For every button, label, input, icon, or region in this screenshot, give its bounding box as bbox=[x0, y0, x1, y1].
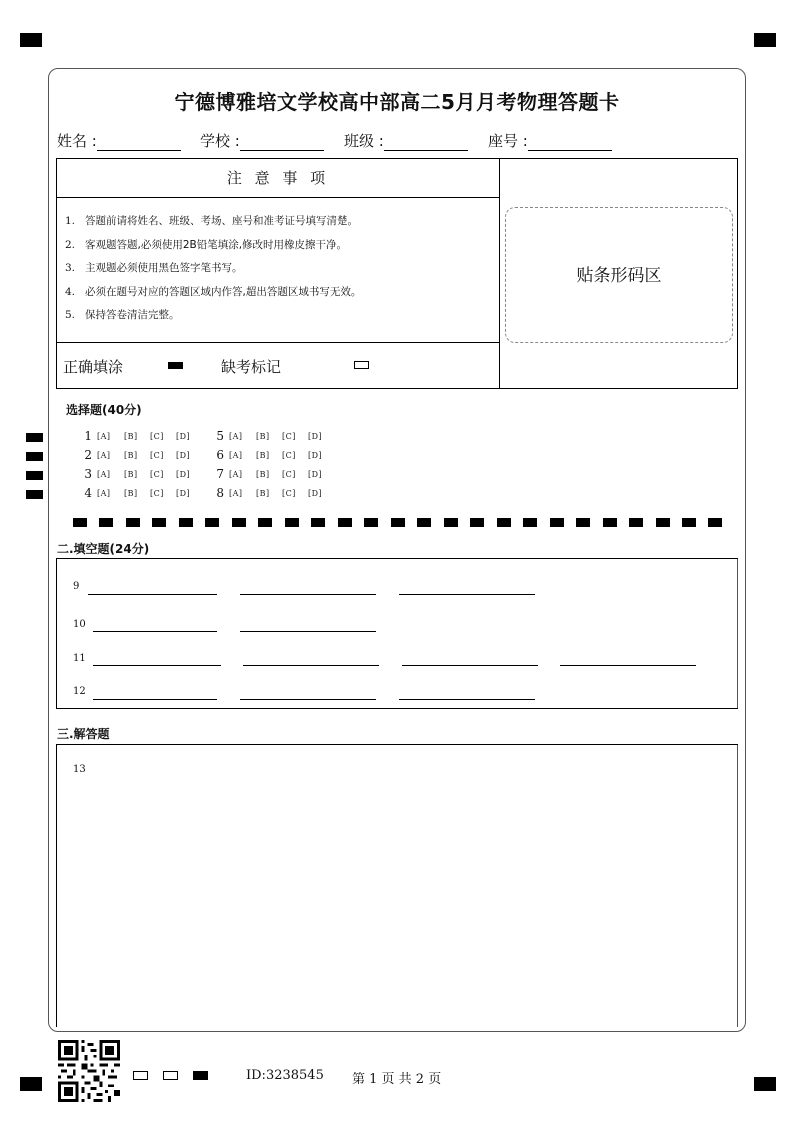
option-a[interactable]: [A] bbox=[229, 489, 243, 498]
question-number: 1 bbox=[84, 429, 92, 443]
option-d[interactable]: [D] bbox=[176, 451, 191, 460]
option-a[interactable]: [A] bbox=[97, 451, 111, 460]
timing-bar bbox=[417, 518, 431, 527]
answer-section-title: 三.解答题 bbox=[57, 727, 110, 741]
option-d[interactable]: [D] bbox=[176, 432, 191, 441]
class-label: 班级 : bbox=[344, 132, 384, 150]
timing-bar bbox=[550, 518, 564, 527]
answer-blank[interactable] bbox=[399, 594, 535, 595]
option-c[interactable]: [C] bbox=[150, 470, 164, 479]
notice-item: 1. 答题前请将姓名、班级、考场、座号和准考证号填写清楚。 bbox=[65, 215, 358, 227]
notice-heading: 注 意 事 项 bbox=[57, 159, 499, 198]
option-c[interactable]: [C] bbox=[150, 489, 164, 498]
corner-mark-top-right bbox=[754, 33, 776, 47]
question-number: 6 bbox=[216, 448, 224, 462]
timing-mark bbox=[26, 452, 43, 461]
page-marker-filled bbox=[193, 1071, 208, 1080]
option-a[interactable]: [A] bbox=[229, 470, 243, 479]
timing-bar bbox=[179, 518, 193, 527]
timing-bar bbox=[258, 518, 272, 527]
timing-bar bbox=[99, 518, 113, 527]
option-a[interactable]: [A] bbox=[229, 451, 243, 460]
answer-blank[interactable] bbox=[240, 594, 376, 595]
notice-item: 5. 保持答卷清洁完整。 bbox=[65, 309, 180, 321]
timing-bar bbox=[285, 518, 299, 527]
correct-fill-label: 正确填涂 bbox=[63, 358, 124, 376]
timing-bar bbox=[523, 518, 537, 527]
option-b[interactable]: [B] bbox=[256, 489, 270, 498]
question-number: 8 bbox=[216, 486, 224, 500]
option-c[interactable]: [C] bbox=[282, 432, 296, 441]
option-c[interactable]: [C] bbox=[282, 451, 296, 460]
option-d[interactable]: [D] bbox=[176, 470, 191, 479]
timing-bar bbox=[152, 518, 166, 527]
page-marker-empty bbox=[163, 1071, 178, 1080]
corner-mark-bottom-left bbox=[20, 1077, 42, 1091]
answer-blank[interactable] bbox=[560, 665, 696, 666]
answer-blank[interactable] bbox=[243, 665, 379, 666]
timing-bar bbox=[311, 518, 325, 527]
answer-blank[interactable] bbox=[240, 699, 376, 700]
notice-item: 3. 主观题必须使用黑色签字笔书写。 bbox=[65, 262, 243, 274]
page-marker-empty bbox=[133, 1071, 148, 1080]
free-response-box[interactable] bbox=[56, 744, 738, 1027]
timing-bar bbox=[497, 518, 511, 527]
question-number: 7 bbox=[216, 467, 224, 481]
timing-bar bbox=[205, 518, 219, 527]
answer-blank[interactable] bbox=[93, 699, 217, 700]
fill-example-row bbox=[57, 342, 499, 389]
option-d[interactable]: [D] bbox=[308, 451, 323, 460]
option-a[interactable]: [A] bbox=[97, 489, 111, 498]
option-d[interactable]: [D] bbox=[308, 470, 323, 479]
option-c[interactable]: [C] bbox=[282, 470, 296, 479]
option-c[interactable]: [C] bbox=[150, 432, 164, 441]
seat-label: 座号 : bbox=[488, 132, 528, 150]
option-c[interactable]: [C] bbox=[150, 451, 164, 460]
page-indicator: 第 1 页 共 2 页 bbox=[352, 1072, 442, 1087]
option-d[interactable]: [D] bbox=[308, 489, 323, 498]
question-number: 12 bbox=[73, 686, 86, 697]
option-a[interactable]: [A] bbox=[97, 432, 111, 441]
timing-bar bbox=[232, 518, 246, 527]
timing-bar bbox=[470, 518, 484, 527]
option-a[interactable]: [A] bbox=[229, 432, 243, 441]
answer-blank[interactable] bbox=[88, 594, 217, 595]
option-d[interactable]: [D] bbox=[176, 489, 191, 498]
timing-bar bbox=[338, 518, 352, 527]
question-number: 3 bbox=[84, 467, 92, 481]
answer-blank[interactable] bbox=[399, 699, 535, 700]
school-label: 学校 : bbox=[200, 132, 240, 150]
option-a[interactable]: [A] bbox=[97, 470, 111, 479]
barcode-area: 贴条形码区 bbox=[505, 207, 733, 343]
seat-field[interactable] bbox=[488, 130, 612, 151]
option-c[interactable]: [C] bbox=[282, 489, 296, 498]
option-d[interactable]: [D] bbox=[308, 432, 323, 441]
fill-answer-box bbox=[56, 558, 738, 709]
timing-bar bbox=[656, 518, 670, 527]
timing-bar bbox=[73, 518, 87, 527]
timing-bar bbox=[682, 518, 696, 527]
timing-bar bbox=[576, 518, 590, 527]
answer-blank[interactable] bbox=[93, 631, 217, 632]
question-number: 10 bbox=[73, 619, 86, 630]
name-label: 姓名 : bbox=[57, 132, 97, 150]
timing-mark bbox=[26, 433, 43, 442]
notice-list bbox=[65, 213, 495, 331]
notice-item: 2. 客观题答题,必须使用2B铅笔填涂,修改时用橡皮擦干净。 bbox=[65, 238, 348, 251]
question-number: 2 bbox=[84, 448, 92, 462]
timing-bar bbox=[708, 518, 722, 527]
corner-mark-top-left bbox=[20, 33, 42, 47]
timing-bar bbox=[603, 518, 617, 527]
timing-mark bbox=[26, 471, 43, 480]
answer-blank[interactable] bbox=[240, 631, 376, 632]
question-number: 11 bbox=[73, 653, 86, 664]
notice-box bbox=[56, 158, 738, 389]
question-number: 4 bbox=[84, 486, 92, 500]
class-field[interactable] bbox=[344, 130, 468, 151]
option-b[interactable]: [B] bbox=[124, 489, 138, 498]
timing-bar bbox=[364, 518, 378, 527]
option-b[interactable]: [B] bbox=[124, 451, 138, 460]
absent-mark-label: 缺考标记 bbox=[221, 358, 282, 376]
timing-bar bbox=[391, 518, 405, 527]
sheet-id: ID:3238545 bbox=[246, 1068, 324, 1083]
notice-item: 4. 必须在题号对应的答题区域内作答,超出答题区域书写无效。 bbox=[65, 285, 362, 298]
answer-blank[interactable] bbox=[402, 665, 538, 666]
school-field[interactable] bbox=[200, 130, 324, 151]
option-b[interactable]: [B] bbox=[124, 432, 138, 441]
absent-mark-checkbox[interactable] bbox=[354, 361, 369, 369]
timing-bar bbox=[126, 518, 140, 527]
answer-blank[interactable] bbox=[93, 665, 221, 666]
option-b[interactable]: [B] bbox=[256, 470, 270, 479]
option-b[interactable]: [B] bbox=[124, 470, 138, 479]
question-number: 13 bbox=[73, 764, 86, 775]
qr-code bbox=[58, 1040, 120, 1102]
option-b[interactable]: [B] bbox=[256, 432, 270, 441]
option-b[interactable]: [B] bbox=[256, 451, 270, 460]
corner-mark-bottom-right bbox=[754, 1077, 776, 1091]
timing-bar bbox=[444, 518, 458, 527]
choice-section-title: 选择题(40分) bbox=[66, 403, 142, 417]
question-number: 9 bbox=[73, 581, 80, 592]
timing-mark bbox=[26, 490, 43, 499]
name-field[interactable] bbox=[57, 130, 181, 151]
question-number: 5 bbox=[216, 429, 224, 443]
fill-section-title: 二.填空题(24分) bbox=[57, 542, 150, 556]
correct-fill-sample bbox=[168, 362, 183, 369]
timing-bar bbox=[629, 518, 643, 527]
page-title: 宁德博雅培文学校高中部高二5月月考物理答题卡 bbox=[174, 90, 620, 114]
